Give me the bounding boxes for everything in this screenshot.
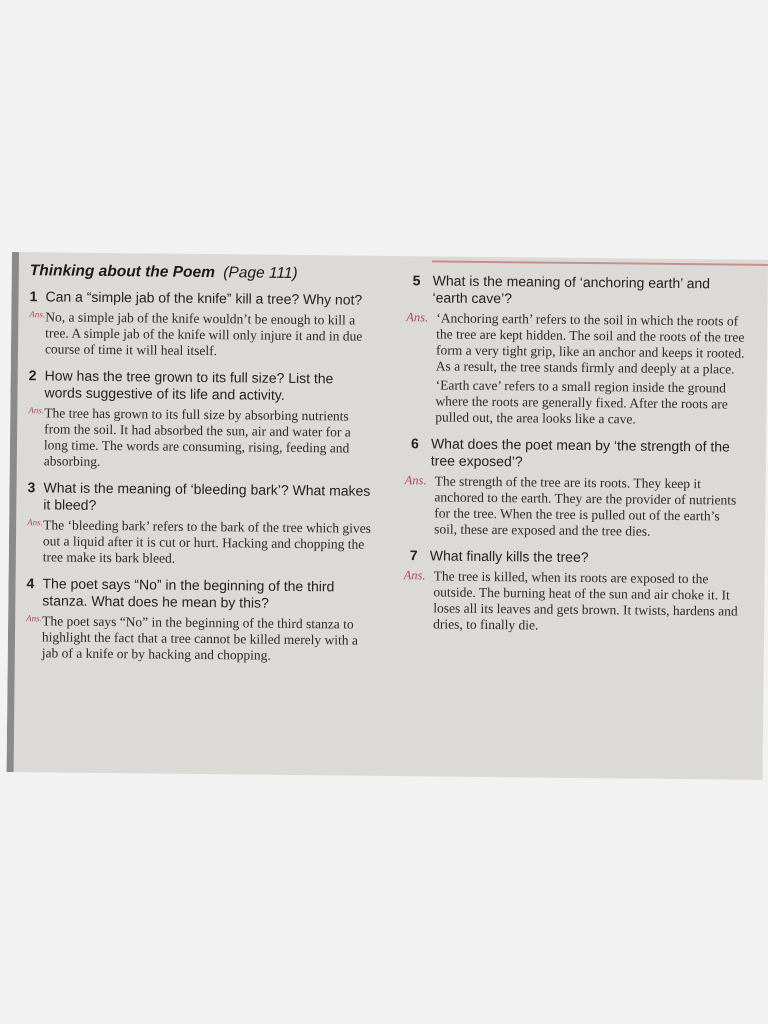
answer-text: The ‘bleeding bark’ refers to the bark of the tree which gives out a liquid after it is cut or hurt. Hacking and chopping the tree make its bark bleed.: [42, 517, 371, 566]
answer-label: Ans.: [404, 473, 427, 488]
question-number: 6: [410, 435, 419, 452]
question: [404, 547, 744, 568]
question: [26, 575, 371, 613]
question-text: What finally kills the tree?: [429, 547, 589, 566]
answer-text: The poet says “No” in the beginning of the third stanza to highlight the fact that a tree cannot be killed merely with a jab of a knife or by hacking and chopping.: [41, 613, 359, 663]
answer: [405, 310, 746, 429]
question-text: The poet says “No” in the beginning of the third stanza. What does he mean by this?: [42, 575, 335, 611]
question: [28, 367, 373, 405]
answer: [26, 613, 371, 665]
answer-text: No, a simple jab of the knife wouldn’t be enough to kill a tree. A simple jab of the knife will only injure it and in due course of time it will heal itself.: [44, 309, 363, 359]
question-block-7: [403, 547, 744, 636]
question-number: 2: [28, 367, 37, 384]
answer-label: Ans.: [29, 309, 46, 320]
right-column: [403, 266, 747, 636]
answer-text: ‘Earth cave’ refers to a small region inside the ground where the roots are generally fixed. After the roots are pulled out, the area looks like a cave.: [435, 377, 728, 427]
answer-text: The tree is killed, when its roots are exposed to the outside. The burning heat of the sun and air choke it. It loses all its leaves and gets brown. It twists, hardens and dries, to finally die.: [433, 568, 738, 633]
question-text: What does the poet mean by ‘the strength of the tree exposed’?: [430, 435, 730, 470]
question-number: 7: [409, 547, 418, 564]
heading-page-ref: (Page 111): [223, 264, 298, 282]
question-text: What is the meaning of ‘anchoring earth’ and ‘earth cave’?: [432, 272, 711, 307]
answer-text: The strength of the tree are its roots. They keep it anchored to the earth. They are the provider of nutrients for the tree. When the tree is pulled out of the earth’s soil, these are exposed and the tree dies.: [434, 473, 737, 539]
answer-label: Ans.: [27, 517, 43, 528]
section-heading: [30, 262, 375, 284]
answer: [29, 309, 374, 361]
question-text: How has the tree grown to its full size? List the words suggestive of its life and activity.: [44, 367, 334, 403]
question: [405, 435, 745, 473]
question-block-3: [27, 479, 373, 569]
question: [29, 288, 374, 309]
answer-label: Ans.: [26, 613, 42, 624]
question-block-6: [404, 435, 745, 541]
answer-label: Ans.: [406, 310, 429, 325]
answer: [28, 405, 374, 473]
answer-label: Ans.: [403, 568, 426, 583]
question-number: 4: [26, 575, 35, 592]
question-block-2: [28, 367, 374, 473]
question-block-4: [26, 575, 372, 665]
question-text: What is the meaning of ‘bleeding bark’? What makes it bleed?: [43, 479, 371, 513]
header-rule: [432, 260, 768, 266]
answer: [403, 568, 744, 636]
question-number: 5: [412, 272, 421, 289]
left-column: [26, 262, 375, 665]
heading-title: Thinking about the Poem: [29, 262, 216, 282]
question-number: 1: [29, 288, 38, 305]
question-text: Can a “simple jab of the knife” kill a tree? Why not?: [45, 288, 363, 308]
answer: [27, 517, 372, 569]
page-binding-edge: [7, 252, 19, 772]
textbook-page: [7, 252, 768, 780]
question: [406, 272, 746, 310]
question-block-5: [405, 272, 747, 429]
answer-text: The tree has grown to its full size by absorbing nutrients from the soil. It had absorbed the sun, air and water for a long time. The words are consuming, rising, feeding and absorbing.: [43, 405, 351, 469]
answer-label: Ans.: [28, 405, 45, 416]
answer-text: ‘Anchoring earth’ refers to the soil in which the roots of the tree are kept hidden. The soil and the roots of the tree form a very tight grip, like an anchor and keeps it rooted. As a result, the tree stands firmly and deeply at a place.: [435, 310, 745, 377]
question: [27, 479, 372, 517]
question-number: 3: [27, 479, 36, 496]
answer: [404, 473, 745, 541]
question-block-1: [29, 288, 375, 361]
